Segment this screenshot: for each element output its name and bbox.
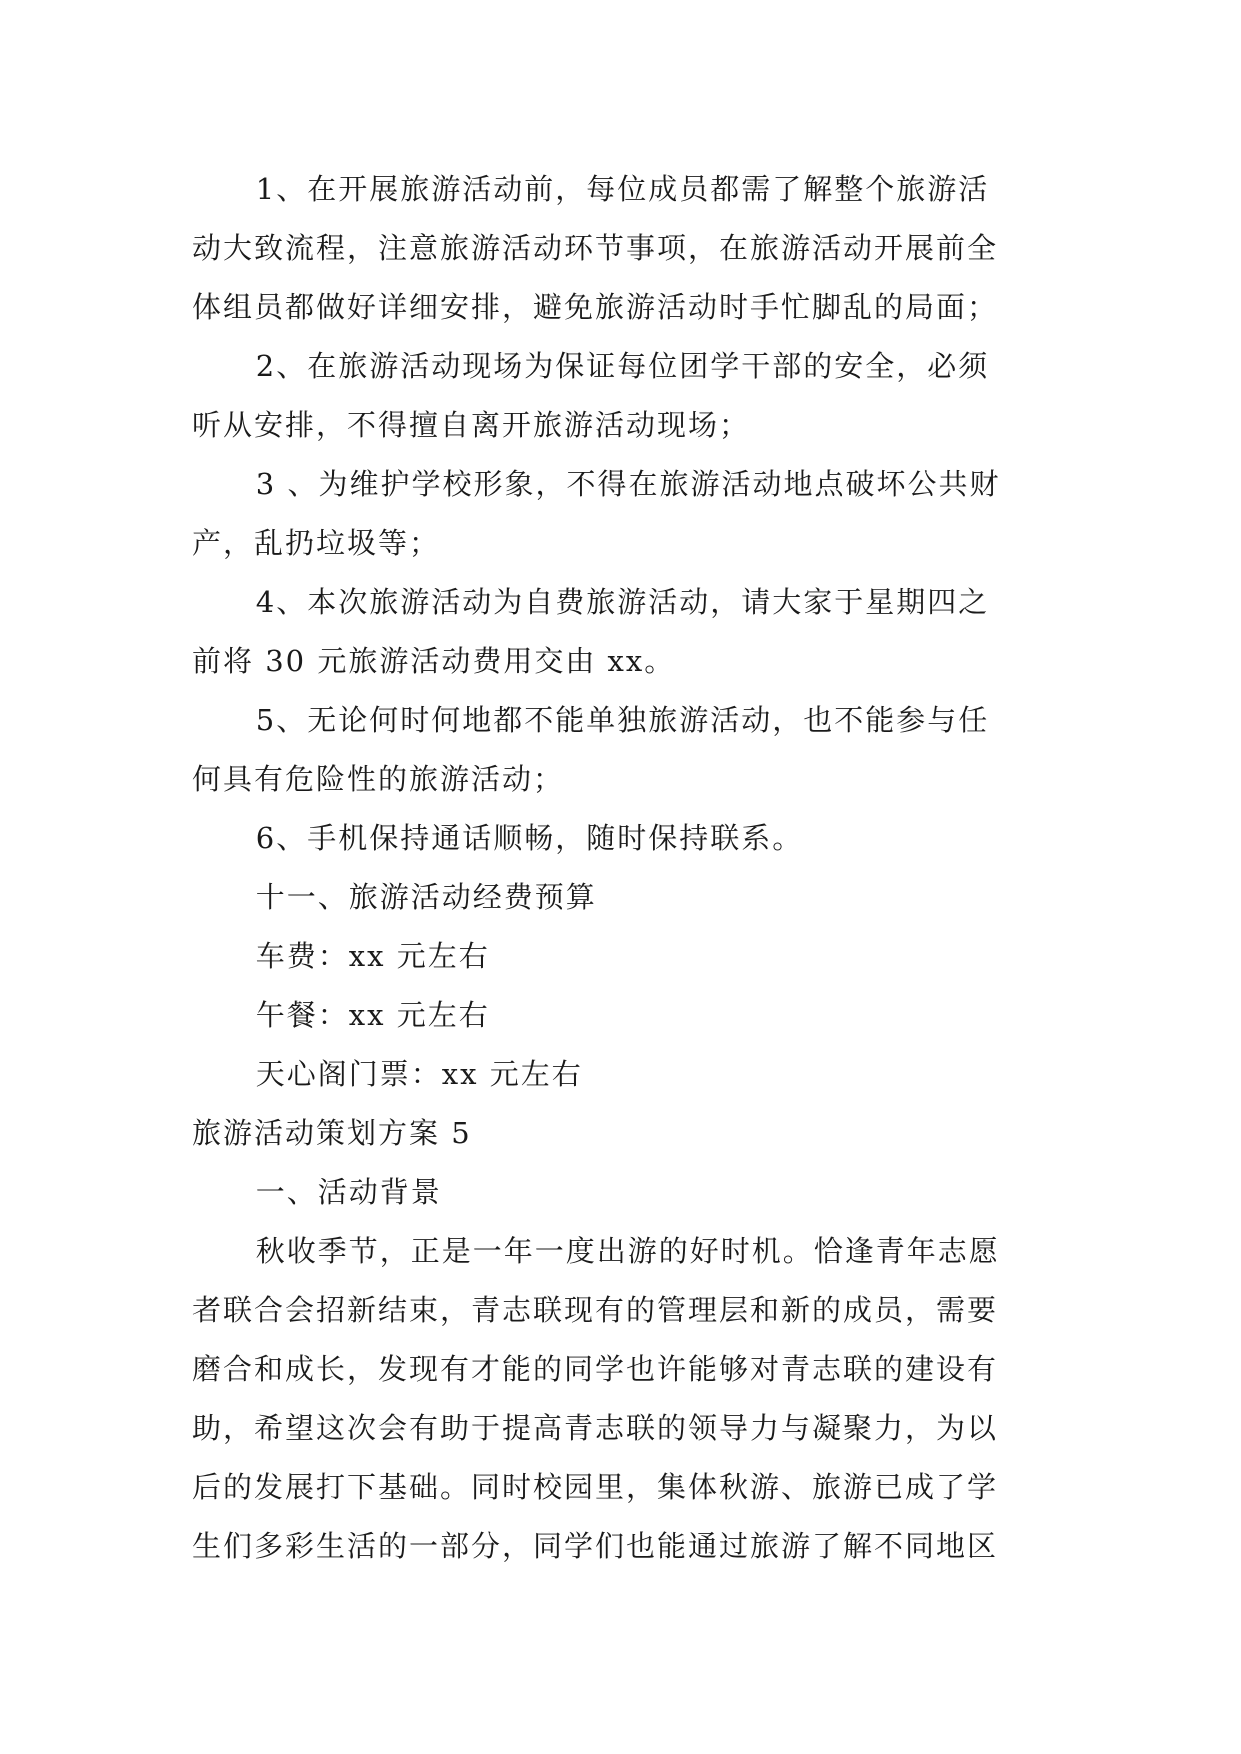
text-line: 4、本次旅游活动为自费旅游活动，请大家于星期四之 <box>255 585 990 619</box>
text-line: 十一、旅游活动经费预算 <box>255 880 597 914</box>
text-line: 听从安排，不得擅自离开旅游活动现场； <box>192 408 751 442</box>
body-paragraph <box>192 337 1062 455</box>
text-line: 2、在旅游活动现场为保证每位团学干部的安全，必须 <box>255 349 990 383</box>
text-line: 者联合会招新结束，青志联现有的管理层和新的成员，需要 <box>192 1293 999 1327</box>
body-paragraph <box>192 160 1062 337</box>
text-line: 旅游活动策划方案 5 <box>192 1116 472 1150</box>
text-line: 动大致流程，注意旅游活动环节事项，在旅游活动开展前全 <box>192 231 999 265</box>
body-paragraph <box>192 573 1062 691</box>
text-line: 一、活动背景 <box>255 1175 442 1209</box>
body-paragraph <box>192 691 1062 809</box>
text-line: 天心阁门票：xx 元左右 <box>255 1057 583 1091</box>
text-line: 秋收季节，正是一年一度出游的好时机。恰逢青年志愿 <box>255 1234 1000 1268</box>
body-paragraph <box>192 455 1062 573</box>
text-line: 午餐：xx 元左右 <box>255 998 490 1032</box>
text-line: 5、无论何时何地都不能单独旅游活动，也不能参与任 <box>255 703 990 737</box>
text-line: 后的发展打下基础。同时校园里，集体秋游、旅游已成了学 <box>192 1470 999 1504</box>
text-line: 生们多彩生活的一部分，同学们也能通过旅游了解不同地区 <box>192 1529 999 1563</box>
text-line: 体组员都做好详细安排，避免旅游活动时手忙脚乱的局面； <box>192 290 999 324</box>
body-paragraph <box>192 927 1062 986</box>
text-line: 1、在开展旅游活动前，每位成员都需了解整个旅游活 <box>255 172 990 206</box>
text-line: 助，希望这次会有助于提高青志联的领导力与凝聚力，为以 <box>192 1411 999 1445</box>
text-line: 磨合和成长，发现有才能的同学也许能够对青志联的建设有 <box>192 1352 999 1386</box>
text-line: 前将 30 元旅游活动费用交由 xx。 <box>192 644 676 678</box>
body-paragraph <box>192 1045 1062 1104</box>
body-paragraph <box>192 986 1062 1045</box>
body-paragraph <box>192 1222 1062 1576</box>
body-paragraph <box>192 809 1062 868</box>
section-heading <box>192 1104 1062 1163</box>
body-paragraph <box>192 1163 1062 1222</box>
text-line: 何具有危险性的旅游活动； <box>192 762 565 796</box>
text-line: 6、手机保持通话顺畅，随时保持联系。 <box>255 821 804 855</box>
text-line: 3 、为维护学校形象，不得在旅游活动地点破坏公共财 <box>255 467 1001 501</box>
text-line: 产，乱扔垃圾等； <box>192 526 441 560</box>
document-body <box>192 160 1062 1576</box>
body-paragraph <box>192 868 1062 927</box>
text-line: 车费：xx 元左右 <box>255 939 490 973</box>
